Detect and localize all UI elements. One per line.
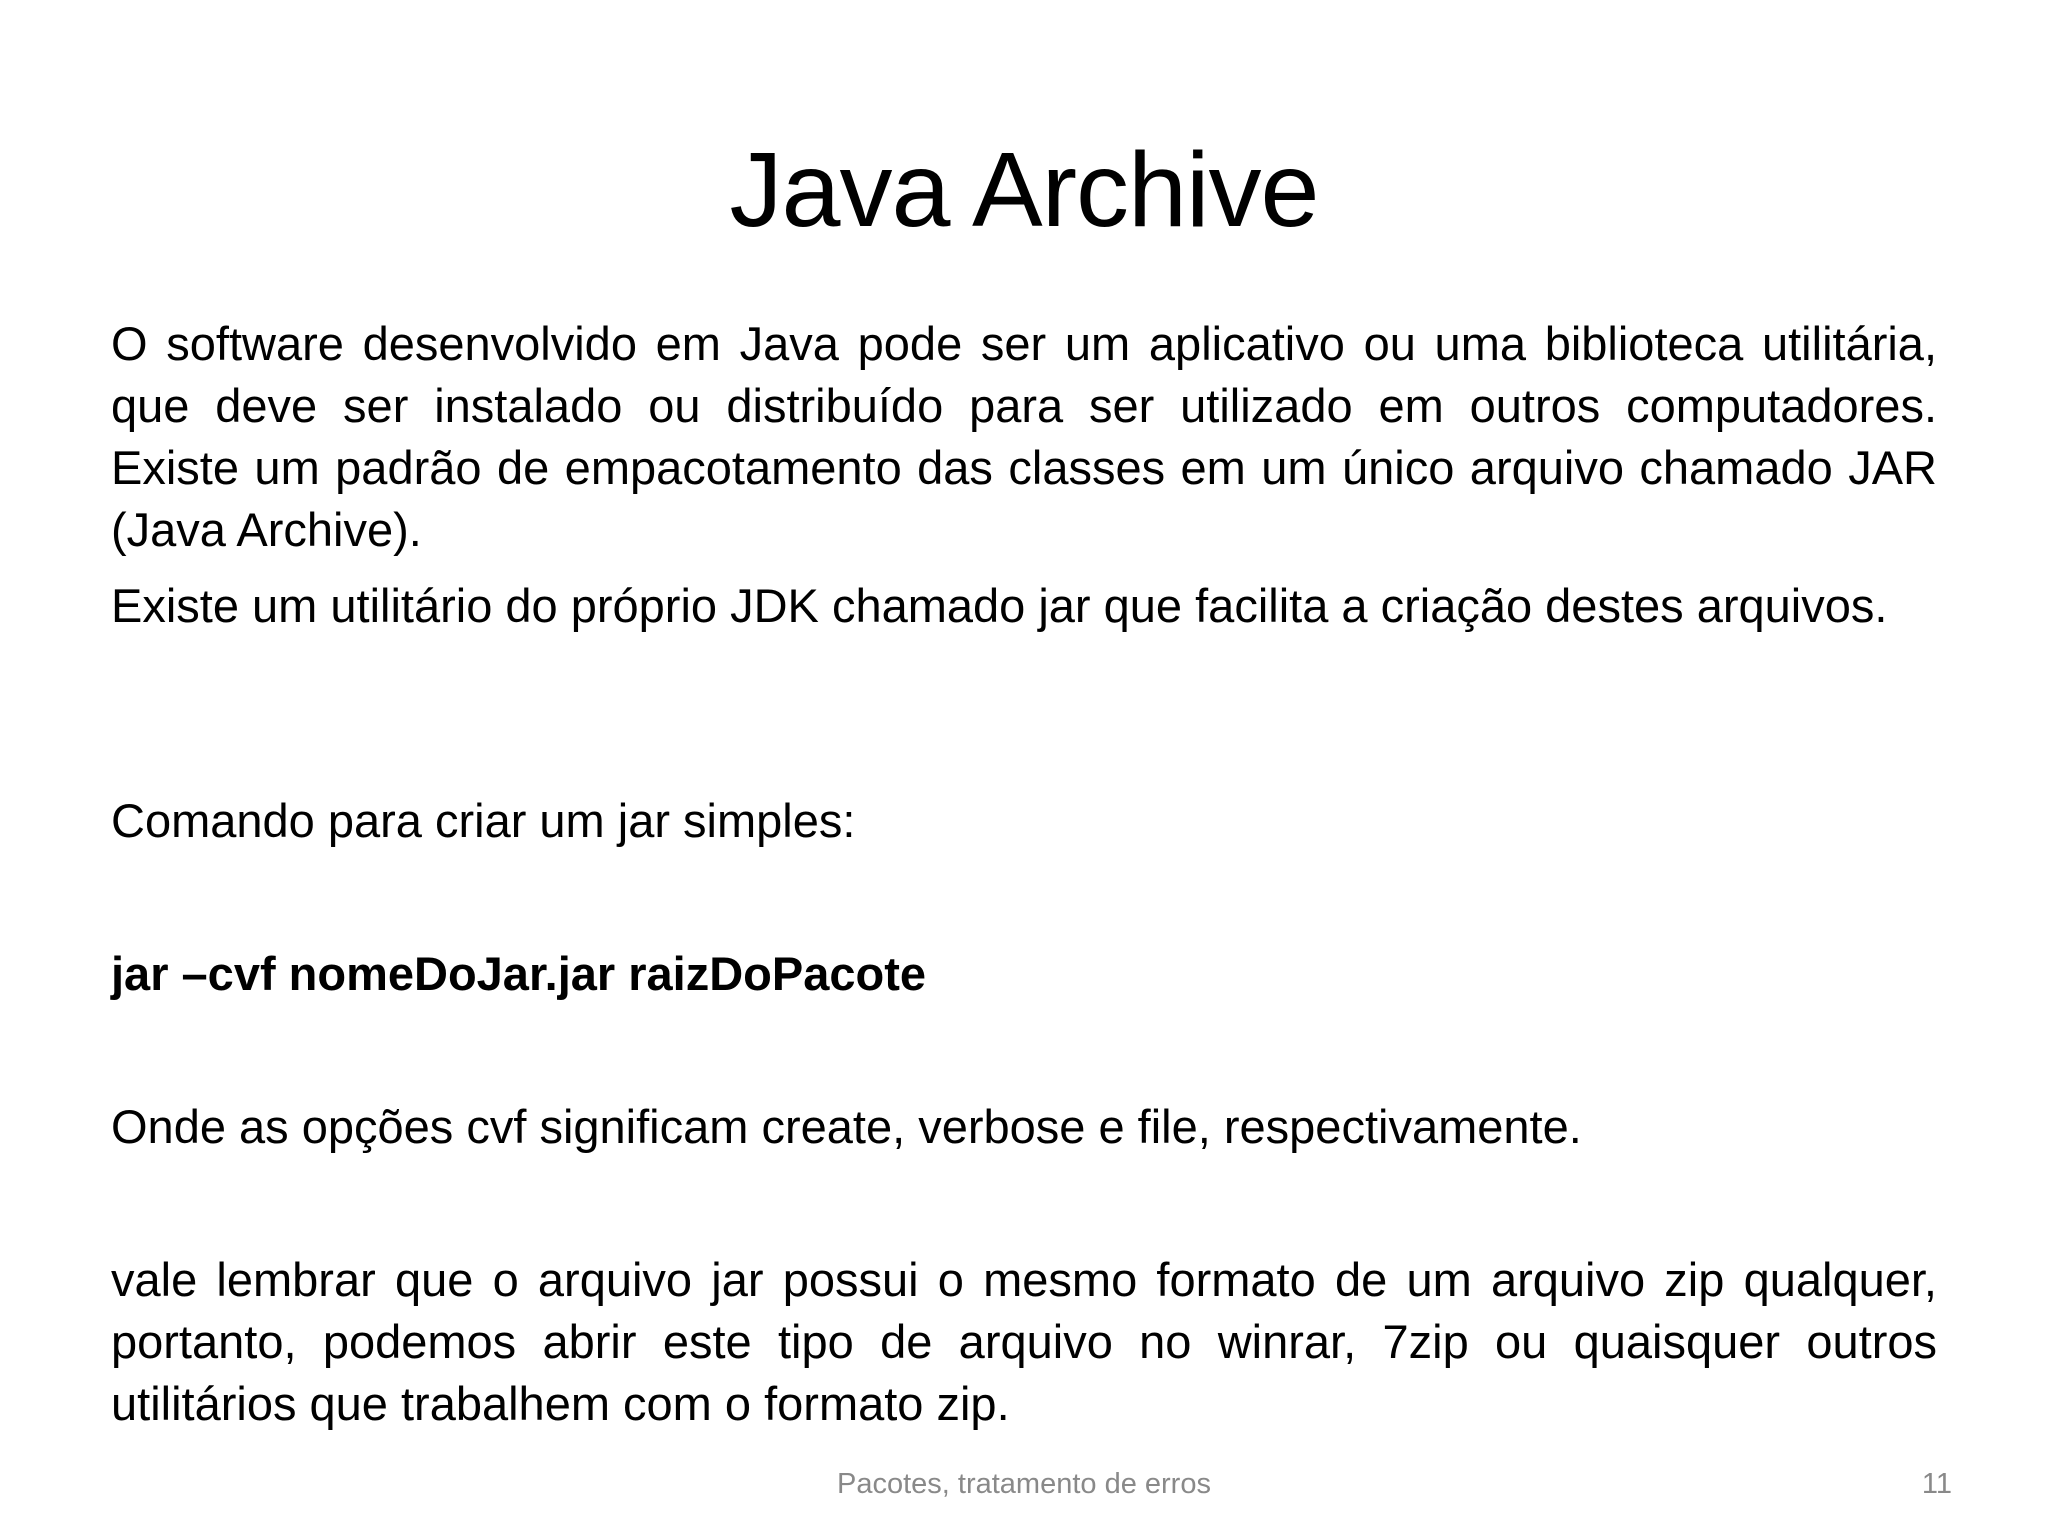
command-text: jar –cvf nomeDoJar.jar raizDoPacote	[111, 947, 927, 1000]
paragraph-intro: O software desenvolvido em Java pode ser um aplicativo ou uma biblioteca utilitária, que deve ser instalado ou distribuído para ser utilizado em outros computadores. Existe um padrão de empacotamento das classes em um único arquivo chamado JAR (Java Archive).	[111, 317, 1937, 556]
page-number: 11	[1921, 1468, 1952, 1500]
slide-title: Java Archive	[729, 131, 1319, 249]
footer-text: Pacotes, tratamento de erros	[837, 1468, 1211, 1500]
paragraph-options: Onde as opções cvf significam create, verbose e file, respectivamente.	[111, 1100, 1582, 1153]
paragraph-tool: Existe um utilitário do próprio JDK chamado jar que facilita a criação destes arquivos.	[111, 579, 1888, 632]
paragraph-note: vale lembrar que o arquivo jar possui o mesmo formato de um arquivo zip qualquer, portanto, podemos abrir este tipo de arquivo no winrar, 7zip ou quaisquer outros utilitários que trabalhem com o formato zip.	[111, 1253, 1937, 1430]
paragraph-command-intro: Comando para criar um jar simples:	[111, 794, 856, 847]
